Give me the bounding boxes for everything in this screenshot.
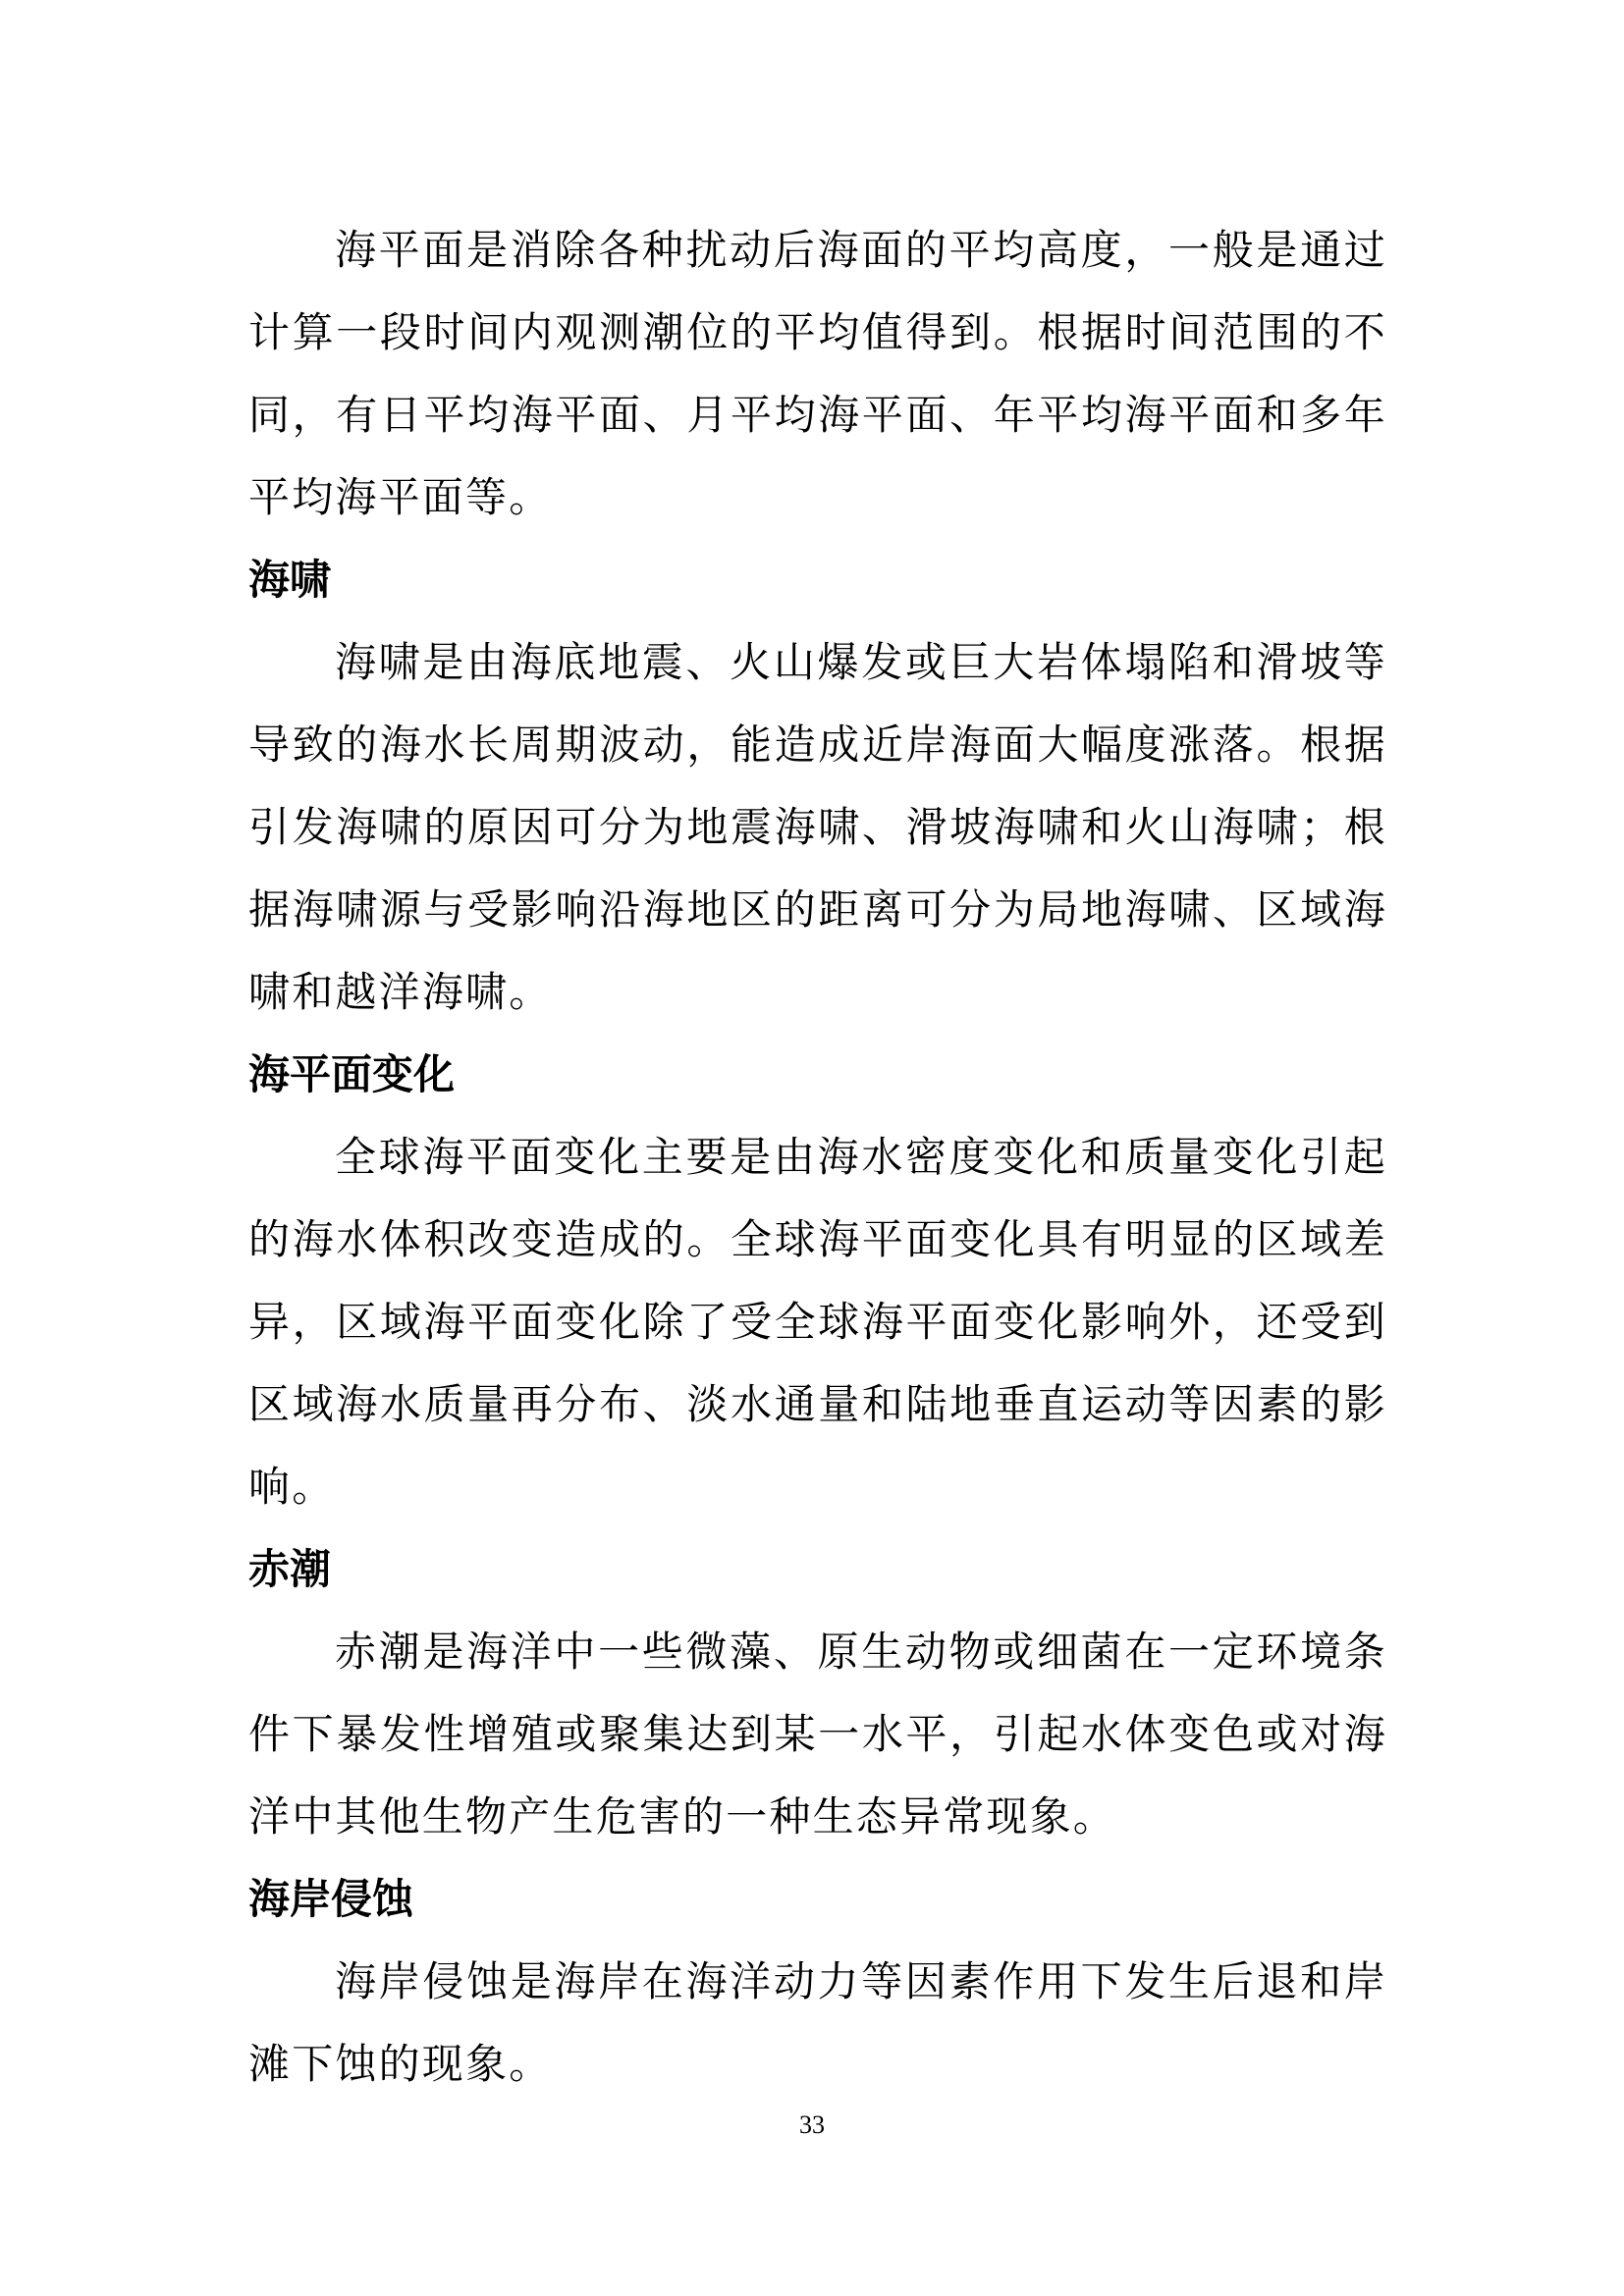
heading-red-tide: 赤潮 bbox=[248, 1545, 332, 1593]
paragraph-tsunami: 海啸是由海底地震、火山爆发或巨大岩体塌陷和滑坡等导致的海水长周期波动，能造成近岸海面大幅度涨落。根据引发海啸的原因可分为地震海啸、滑坡海啸和火山海啸；根据海啸源与受影响沿海地区的距离可分为局地海啸、区域海啸和越洋海啸。 bbox=[248, 638, 1387, 1016]
paragraph-sea-level-change: 全球海平面变化主要是由海水密度变化和质量变化引起的海水体积改变造成的。全球海平面变化具有明显的区域差异，区域海平面变化除了受全球海平面变化影响外，还受到区域海水质量再分布、淡水通量和陆地垂直运动等因素的影响。 bbox=[248, 1133, 1387, 1511]
paragraph-red-tide: 赤潮是海洋中一些微藻、原生动物或细菌在一定环境条件下暴发性增殖或聚集达到某一水平，引起水体变色或对海洋中其他生物产生危害的一种生态异常现象。 bbox=[248, 1628, 1387, 1841]
heading-tsunami: 海啸 bbox=[248, 556, 332, 604]
paragraph-coastal-erosion: 海岸侵蚀是海岸在海洋动力等因素作用下发生后退和岸滩下蚀的现象。 bbox=[248, 1957, 1387, 2088]
heading-sea-level-change: 海平面变化 bbox=[248, 1050, 456, 1098]
page-number: 33 bbox=[799, 2110, 825, 2139]
page-content bbox=[248, 209, 1387, 2106]
heading-coastal-erosion: 海岸侵蚀 bbox=[248, 1875, 414, 1923]
paragraph-sea-level: 海平面是消除各种扰动后海面的平均高度，一般是通过计算一段时间内观测潮位的平均值得到。根据时间范围的不同，有日平均海平面、月平均海平面、年平均海平面和多年平均海平面等。 bbox=[248, 226, 1387, 521]
